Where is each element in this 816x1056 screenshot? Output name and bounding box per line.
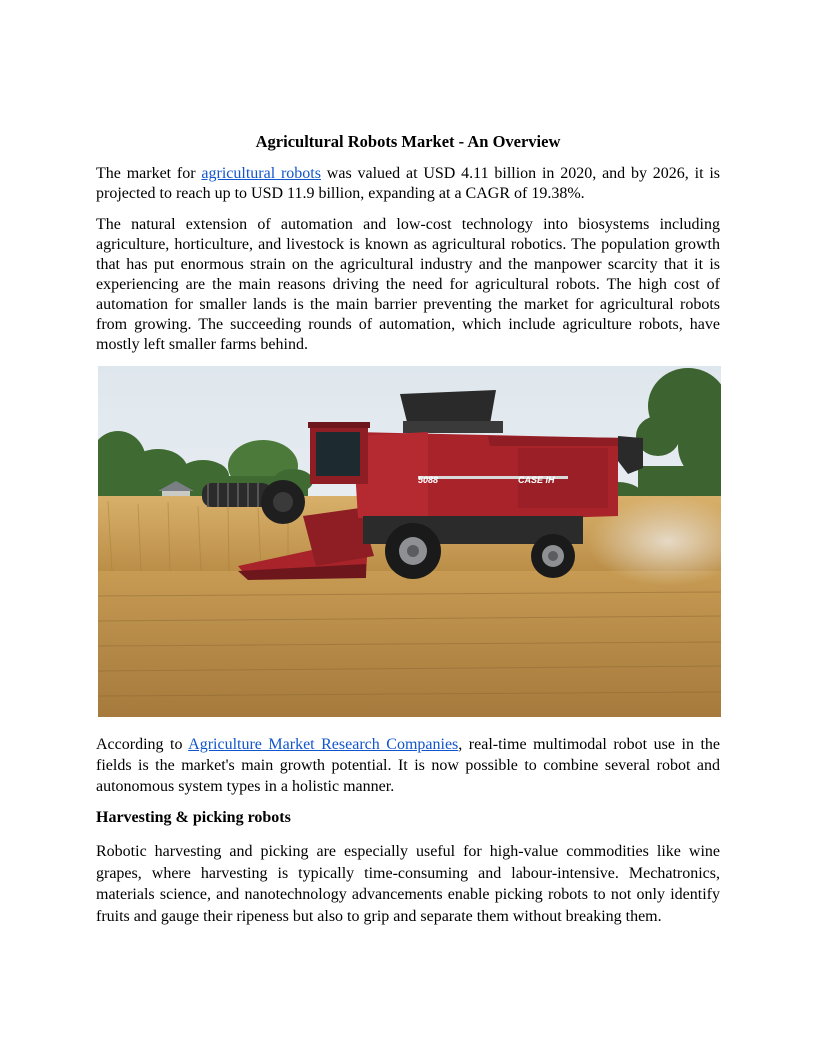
section-heading-harvesting: Harvesting & picking robots	[96, 809, 291, 826]
harvesting-paragraph: Robotic harvesting and picking are especially useful for high-value commodities like wine grapes, where harvesting is typically time-consuming and labour-intensive. Mechatronics, materials science, and nanotechnology advancements enable picking robots to not only identify fruits and gauge their ripeness but also to grip and separate them without breaking them.	[96, 843, 720, 925]
combine-harvester-photo	[98, 366, 721, 717]
agricultural-robots-link[interactable]: agricultural robots	[201, 165, 321, 182]
model-number-decal: 5088	[418, 475, 439, 485]
document-title: Agricultural Robots Market - An Overview	[255, 132, 561, 151]
brand-decal: CASE IH	[518, 475, 555, 485]
research-text-before-link: According to	[96, 736, 189, 753]
intro-text-after-link: was valued at USD 4.11 billion in 2020, and by 2026, it is projected to reach up to USD 11.9 billion, expanding at a CAGR of 19.38%.	[96, 165, 721, 202]
automation-paragraph: The natural extension of automation and low-cost technology into biosystems including agriculture, horticulture, and livestock is known as agricultural robotics. The population growth that has put enormous strain on the agricultural industry and the manpower scarcity that it is experiencing are the main reasons driving the need for agricultural robots. The high cost of automation for smaller lands is the main barrier preventing the market for agricultural robots from growing. The succeeding rounds of automation, which include agriculture robots, have mostly left smaller farms behind.	[96, 216, 720, 353]
agriculture-market-research-link[interactable]: Agriculture Market Research Companies	[188, 736, 459, 753]
intro-paragraph	[96, 164, 720, 204]
market-research-paragraph	[96, 734, 720, 797]
intro-text-before-link: The market for	[96, 165, 202, 182]
research-text-after-link: , real-time multimodal robot use in the fields is the market's main growth potential. It is now possible to combine several robot and autonomous system types in a holistic manner.	[96, 736, 721, 795]
